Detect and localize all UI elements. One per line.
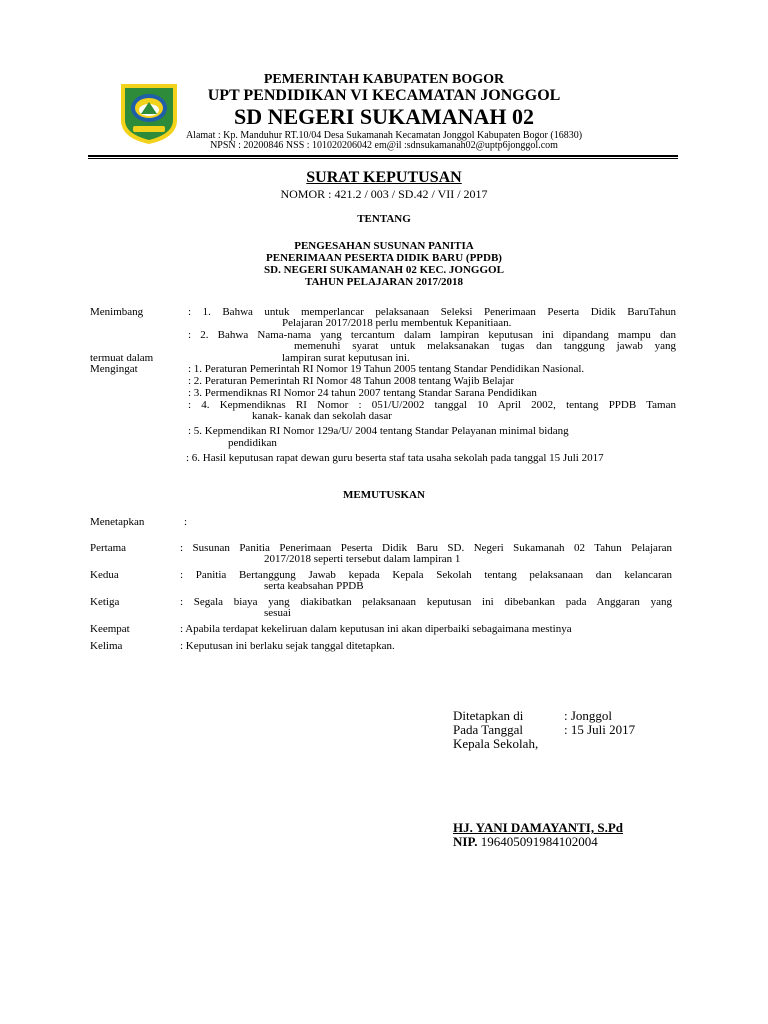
mengingat-item-2: : 2. Peraturan Pemerintah RI Nomor 48 Tahun 2008 tentang Wajib Belajar [188, 375, 515, 387]
subject-line-4: TAHUN PELAJARAN 2017/2018 [304, 276, 464, 288]
ketiga-text: : Segala biaya yang diakibatkan pelaksanaan keputusan ini dibebankan pada Anggaran yang [180, 596, 672, 608]
mengingat-item-5-cont: pendidikan [228, 437, 277, 449]
nip-value: 196405091984102004 [477, 834, 598, 849]
menetapkan-colon: : [184, 516, 188, 528]
kelima-text: : Keputusan ini berlaku sejak tanggal ditetapkan. [180, 640, 395, 652]
mengingat-item-6: : 6. Hasil keputusan rapat dewan guru beserta staf tata usaha sekolah pada tanggal 15 Juli 2017 [186, 452, 604, 464]
pertama-label: Pertama [90, 542, 127, 554]
header-address: Alamat : Kp. Manduhur RT.10/04 Desa Sukamanah Kecamatan Jonggol Kabupaten Bogor (16830) [185, 130, 583, 141]
signatory-name: HJ. YANI DAMAYANTI, S.Pd [453, 820, 624, 835]
menimbang-item-2a: : 2. Bahwa Nama-nama yang tercantum dalam lampiran keputusan ini dipandang mampu dan [188, 329, 676, 341]
header-school-name: SD NEGERI SUKAMANAH 02 [233, 104, 535, 129]
menimbang-item-1a: : 1. Bahwa untuk memperlancar pelaksanaan Seleksi Penerimaan Peserta Didik BaruTahun [188, 306, 676, 318]
mengingat-item-4: : 4. Kepmendiknas RI Nomor : 051/U/2002 tanggal 10 April 2002, tentang PPDB Taman [188, 399, 676, 411]
header-government: PEMERINTAH KABUPATEN BOGOR [263, 72, 505, 87]
pertama-text: : Susunan Panitia Penerimaan Peserta Didik Baru SD. Negeri Sukamanah 02 Tahun Pelajaran [180, 542, 672, 554]
document-number: NOMOR : 421.2 / 003 / SD.42 / VII / 2017 [280, 187, 488, 201]
menetapkan-label: Menetapkan [90, 516, 145, 528]
nip-label: NIP. [453, 834, 478, 849]
kedua-label: Kedua [90, 569, 119, 581]
tanggal-value: : 15 Juli 2017 [564, 722, 636, 737]
document-title: SURAT KEPUTUSAN [306, 169, 462, 186]
ditetapkan-label: Ditetapkan di [453, 708, 524, 723]
kelima-label: Kelima [90, 640, 123, 652]
keempat-text: : Apabila terdapat kekeliruan dalam keputusan ini akan diperbaiki sebagaimana mestinya [180, 623, 572, 635]
pertama-text-cont: 2017/2018 seperti tersebut dalam lampiran 1 [264, 553, 461, 565]
header-upt: UPT PENDIDIKAN VI KECAMATAN JONGGOL [207, 87, 561, 104]
ketiga-label: Ketiga [90, 596, 120, 608]
ketiga-text-cont: sesuai [264, 607, 291, 619]
mengingat-item-5: : 5. Kepmendikan RI Nomor 129a/U/ 2004 tentang Standar Pelayanan minimal bidang [188, 425, 569, 437]
subject-line-3: SD. NEGERI SUKAMANAH 02 KEC. JONGGOL [264, 264, 504, 276]
keempat-label: Keempat [90, 623, 130, 635]
menimbang-item-2c: lampiran surat keputusan ini. [282, 352, 410, 364]
ditetapkan-value: : Jonggol [564, 708, 613, 723]
header-divider-thin [88, 158, 678, 159]
tentang-heading: TENTANG [357, 213, 411, 225]
subject-line-2: PENERIMAAN PESERTA DIDIK BARU (PPDB) [266, 252, 502, 264]
kedua-text: : Panitia Bertanggung Jawab kepada Kepala Sekolah tentang pelaksanaan dan kelancaran [180, 569, 672, 581]
menimbang-label: Menimbang [90, 306, 144, 318]
nip-line [453, 834, 598, 850]
memutuskan-heading: MEMUTUSKAN [343, 489, 425, 501]
subject-line-1: PENGESAHAN SUSUNAN PANITIA [294, 240, 474, 252]
jabatan-text: Kepala Sekolah, [453, 736, 539, 751]
menimbang-item-2b: memenuhi syarat untuk melaksanakan tugas dan tanggung jawab yang [294, 340, 676, 352]
mengingat-item-4-cont: kanak- kanak dan sekolah dasar [252, 410, 392, 422]
kedua-text-cont: serta keabsahan PPDB [264, 580, 364, 592]
header-divider [88, 155, 678, 157]
mengingat-item-1: : 1. Peraturan Pemerintah RI Nomor 19 Tahun 2005 tentang Standar Pendidikan Nasional. [188, 363, 585, 375]
header-npsn: NPSN : 20200846 NSS : 101020206042 em@il :sdnsukamanah02@uptp6jonggol.com [210, 140, 558, 151]
mengingat-label: Mengingat [90, 363, 138, 375]
menimbang-item-1b: Pelajaran 2017/2018 perlu membentuk Kepanitiaan. [282, 317, 512, 329]
tanggal-label: Pada Tanggal [453, 722, 523, 737]
mengingat-item-3: : 3. Permendiknas RI Nomor 24 tahun 2007 tentang Standar Sarana Pendidikan [188, 387, 537, 399]
termuat-label: termuat dalam [90, 352, 154, 364]
